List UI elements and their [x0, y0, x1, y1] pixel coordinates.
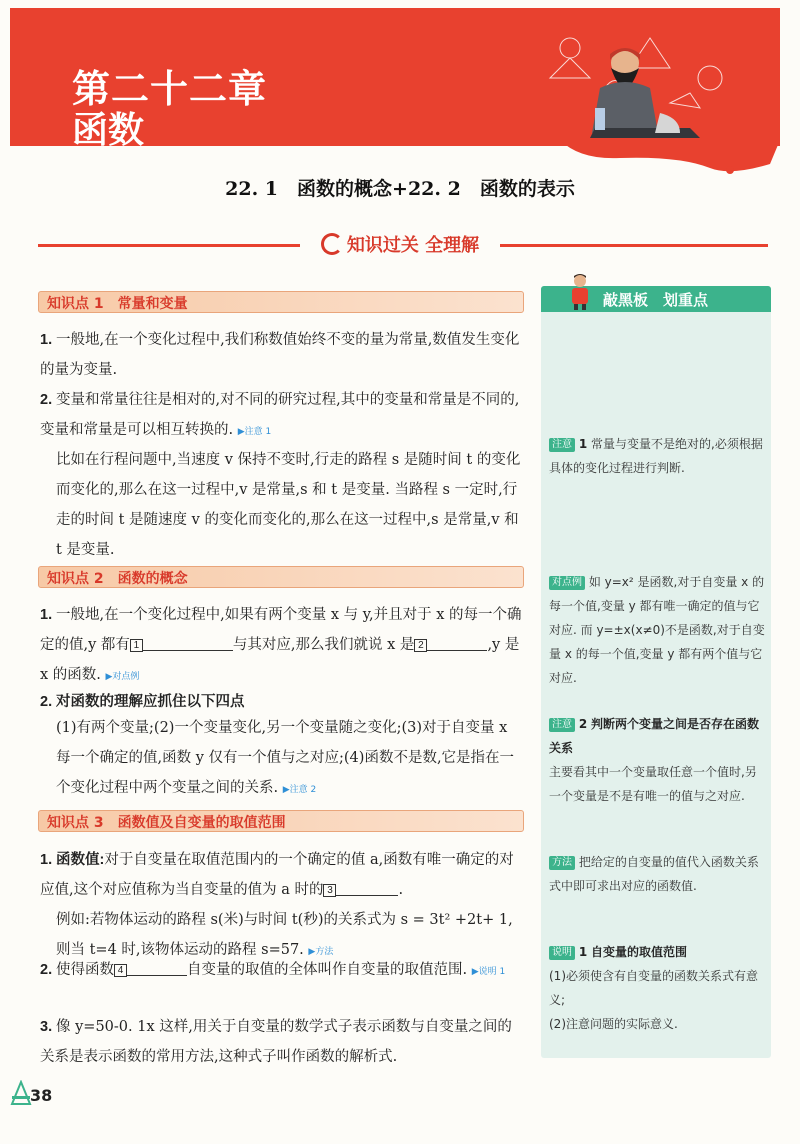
- knowledge-point-header: 知识点 2 函数的概念: [38, 566, 524, 588]
- blank-number-box: 1: [130, 639, 143, 652]
- kp3-item-1: 1. 函数值:对于自变量在取值范围内的一个确定的值 a,函数有唯一确定的对应值,这个对应值称为当自变量的值为 a 时的 3 .: [40, 852, 514, 898]
- note-tag: 方法: [549, 856, 575, 870]
- fill-blank[interactable]: [143, 636, 233, 651]
- section-banner: 知识过关 全理解: [300, 231, 500, 257]
- kp3-example: 例如:若物体运动的路程 s(米)与时间 t(秒)的关系式为 s = 3t² +2t+ 1,则当 t=4 时,该物体运动的路程 s=57. ▶方法: [56, 912, 513, 958]
- chapter-title: 第二十二章: [72, 67, 268, 111]
- note-item: 说明 1 自变量的取值范围 (1)必须使含有自变量的函数关系式有意义; (2)注意问题的实际意义.: [549, 945, 758, 1031]
- kp2-item-2: 2. 对函数的理解应抓住以下四点: [40, 694, 245, 710]
- note-tag: 注意: [549, 718, 575, 732]
- note-item: 注意 1 常量与变量不是绝对的,必须根据具体的变化过程进行判断.: [549, 437, 763, 475]
- chapter-subtitle: 函数: [72, 110, 145, 151]
- note-tag: 注意: [549, 438, 575, 452]
- chapter-banner: [10, 8, 780, 151]
- note-item: 方法 把给定的自变量的值代入函数关系式中即可求出对应的函数值.: [549, 855, 759, 893]
- knowledge-point-header: 知识点 1 常量和变量: [38, 291, 524, 313]
- fill-blank[interactable]: [427, 636, 487, 651]
- note-tag: 说明: [549, 946, 575, 960]
- kp1-item-1: 1. 一般地,在一个变化过程中,我们称数值始终不变的量为常量,数值发生变化的量为变量.: [40, 332, 520, 378]
- note-link[interactable]: ▶注意 1: [237, 427, 272, 437]
- note-link[interactable]: ▶对点例: [105, 672, 140, 682]
- swirl-icon: [321, 233, 343, 255]
- blank-number-box: 4: [114, 964, 127, 977]
- kp3-item-3: 3. 像 y=50-0. 1x 这样,用关于自变量的数学式子表示函数与自变量之间的关系是表示函数的常用方法,这种式子叫作函数的解析式.: [40, 1019, 512, 1065]
- sidebar-header: 敲黑板 划重点: [541, 286, 771, 312]
- kp1-item-2: 2. 变量和常量往往是相对的,对不同的研究过程,其中的变量和常量是不同的,变量和常量是可以相互转换的. ▶注意 1: [40, 392, 520, 438]
- kp3-item-2: 2. 使得函数 4 自变量的取值的全体叫作自变量的取值范围. ▶说明 1: [40, 962, 506, 978]
- section-title: 22. 1 函数的概念+22. 2 函数的表示: [225, 178, 575, 200]
- kp1-example: 比如在行程问题中,当速度 v 保持不变时,行走的路程 s 是随时间 t 的变化而变化的,那么在这一过程中,v 是常量,s 和 t 是变量. 当路程 s 一定时,行走的时间 t 是随速度 v 的变化而变化的,那么在这一过程中,s 是常量,v 和 t 是变量.: [56, 452, 521, 558]
- fill-blank[interactable]: [127, 961, 187, 976]
- fill-blank[interactable]: [336, 881, 398, 896]
- kp2-points: (1)有两个变量;(2)一个变量变化,另一个变量随之变化;(3)对于自变量 x 每一个确定的值,函数 y 仅有一个值与之对应;(4)函数不是数,它是指在一个变化过程中两个变量之间的关系. ▶注意 2: [56, 720, 515, 796]
- note-link[interactable]: ▶注意 2: [282, 785, 317, 795]
- blank-number-box: 3: [323, 884, 336, 897]
- knowledge-point-header: 知识点 3 函数值及自变量的取值范围: [38, 810, 524, 832]
- note-link[interactable]: ▶方法: [308, 947, 334, 957]
- page-logo-icon: [10, 1080, 32, 1108]
- note-tag: 对点例: [549, 576, 585, 590]
- note-item: 对点例 如 y=x² 是函数,对于自变量 x 的每一个值,变量 y 都有唯一确定的值与它对应. 而 y=±x(x≠0)不是函数,对于自变量 x 的每一个值,变量 y 都有两个值与它对应.: [549, 575, 765, 685]
- note-item: 注意 2 判断两个变量之间是否存在函数关系 主要看其中一个变量取任意一个值时,另一个变量是不是有唯一的值与之对应.: [549, 717, 760, 803]
- blank-number-box: 2: [414, 639, 427, 652]
- note-link[interactable]: ▶说明 1: [471, 967, 506, 977]
- teacher-icon: [568, 274, 592, 310]
- divider-line: [38, 244, 300, 247]
- divider-line: [500, 244, 768, 247]
- page-number: 38: [30, 1086, 53, 1105]
- kp2-item-1: 1. 一般地,在一个变化过程中,如果有两个变量 x 与 y,并且对于 x 的每一个确定的值,y 都有 1 与其对应,那么我们就说 x 是 2 ,y 是 x 的函数. ▶对点例: [40, 607, 522, 683]
